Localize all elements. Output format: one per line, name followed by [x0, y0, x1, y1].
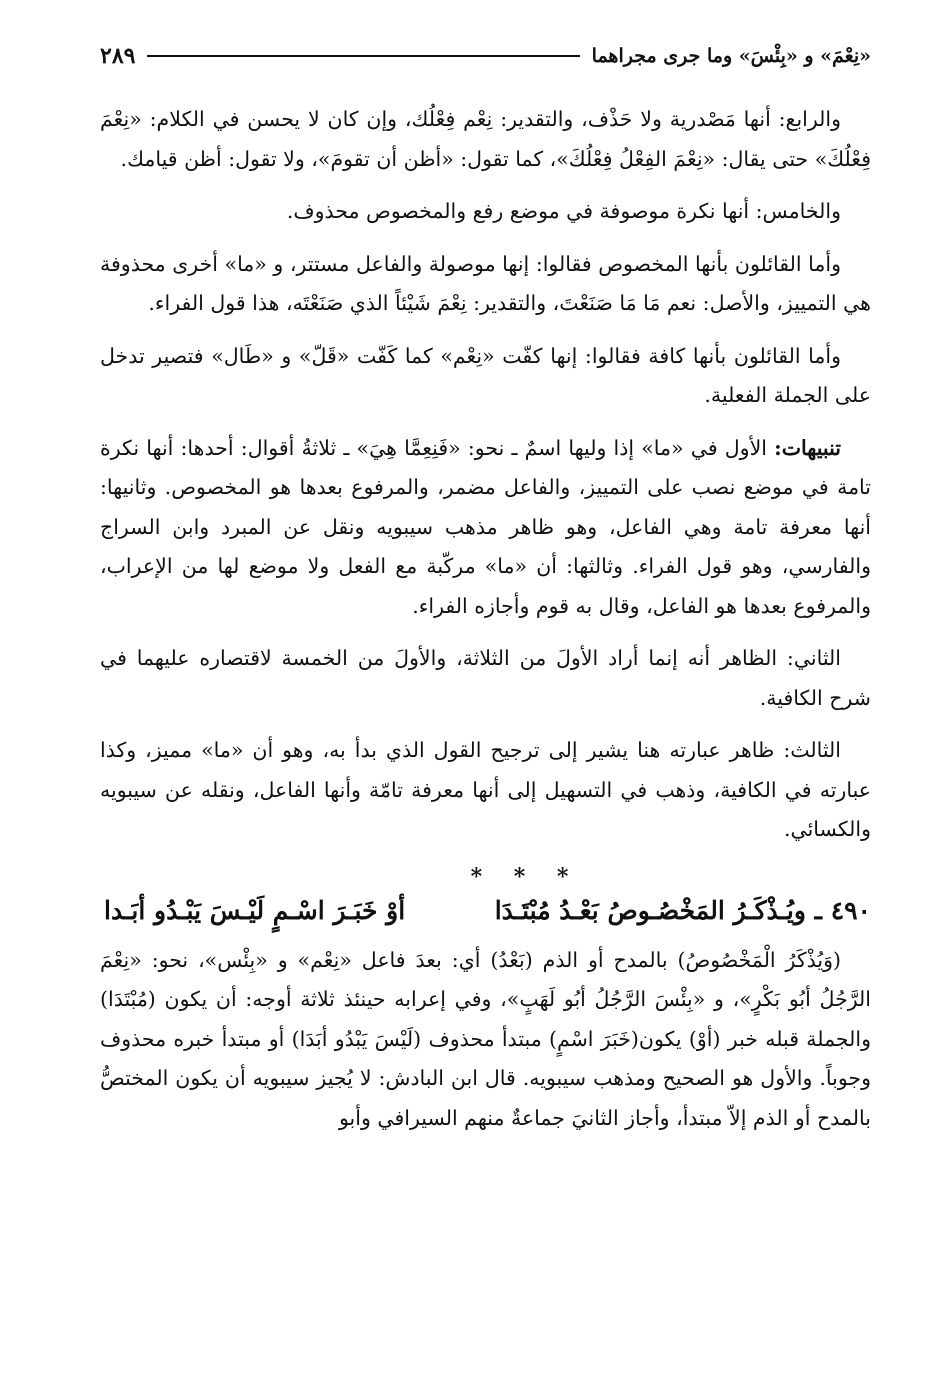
notes-paragraph [100, 429, 871, 627]
verse-line [100, 896, 871, 925]
paragraph-kaffa: وأما القائلون بأنها كافة فقالوا: إنها كفّت «نِعْم» كما كَفّت «قَلّ» و «طَال» فتصير تدخل على الجملة الفعلية. [100, 343, 871, 407]
notes-text: الأول في «ما» إذا وليها اسمٌ ـ نحو: «فَنِعِمَّا هِيَ» ـ ثلاثةُ أقوال: أحدها: أنها نكرة تامة في موضع نصب على التمييز، والفاعل مضمر، والمرفوع بعدها هو المخصوص. وثانيها: أنها معرفة تامة وهي الفاعل، وهو ظاهر مذهب سيبويه ونقل عن المبرد وابن السراج والفارسي، وهو قول الفراء. وثالثها: أن «ما» مركّبة مع الفعل ولا موضع لها من الإعراب، والمرفوع بعدها هو الفاعل، وقال به قوم وأجازه الفراء. [100, 435, 871, 618]
section-separator: * * * [470, 863, 581, 890]
verse-second-hemistich: أوْ خَبَـرَ اسْـمٍ لَيْـسَ يَبْـدُو أبَـدا [104, 895, 406, 925]
paragraph-commentary: (وَيُذْكَرُ الْمَخْصُوصُ) بالمدح أو الذم (بَعْدُ) أي: بعدَ فاعل «نِعْم» و «بِئْس»، نحو: «نِعْمَ الرَّجُلُ أبُو بَكْرٍ»، و «بِئْسَ الرَّجُلُ أبُو لَهَبٍ»، وفي إعرابه حينئذ ثلاثة أوجه: أن يكون (مُبْتَدَا) والجملة قبله خبر (أوْ) يكون(خَبَرَ اسْمٍ) مبتدأ محذوف (لَيْسَ يَبْدُو أبَدَا) أو مبتدأ خبره محذوف وجوباً. والأول هو الصحيح ومذهب سيبويه. قال ابن البادش: لا يُجيز سيبويه أن يكون المختصُّ بالمدح أو الذم إلاّ مبتدأ، وأجاز الثانيَ جماعةٌ منهم السيرافي وأبو [100, 947, 871, 1130]
paragraph-fifth: والخامس: أنها نكرة موصوفة في موضع رفع والمخصوص محذوف. [286, 199, 841, 223]
paragraph-third-note: الثالث: ظاهر عبارته هنا يشير إلى ترجيح القول الذي بدأ به، وهو أن «ما» مميز، وكذا عبارته في الكافية، وذهب في التسهيل إلى أنها معرفة تامّة وأنها الفاعل، ونقله عن سيبويه والكسائي. [100, 738, 871, 841]
running-title: «نِعْمَ» و «بِئْسَ» وما جرى مجراهما [591, 45, 871, 67]
paragraph-fourth: والرابع: أنها مَصْدرية ولا حَذْف، والتقدير: نِعْم فِعْلُك، وإن كان لا يحسن في الكلام: «نِعْمَ فِعْلُكَ» حتى يقال: «نِعْمَ الفِعْلُ فِعْلُكَ»، كما تقول: «أظن أن تقومَ»، ولا تقول: أظن قيامك. [100, 107, 871, 171]
verse-first-hemistich: ٤٩٠ ـ ويُـذْكَـرُ المَخْصُـوصُ بَعْـدُ مُبْتَـدَا [494, 895, 871, 925]
page-number: ٢٨٩ [100, 43, 136, 69]
notes-lead: تنبيهات: [774, 435, 841, 460]
page-header [100, 36, 871, 76]
header-rule [147, 55, 579, 57]
paragraph-makhsus: وأما القائلون بأنها المخصوص فقالوا: إنها موصولة والفاعل مستتر، و «ما» أخرى محذوفة هي التمييز، والأصل: نعم مَا مَا صَنَعْتَ، والتقدير: نِعْمَ شَيْئاً الذي صَنَعْتَه، هذا قول الفراء. [100, 251, 871, 315]
page-body [100, 100, 871, 1151]
paragraph-second-note: الثاني: الظاهر أنه إنما أراد الأولَ من الثلاثة، والأولَ من الخمسة لاقتصاره عليهما في شرح الكافية. [100, 646, 871, 710]
